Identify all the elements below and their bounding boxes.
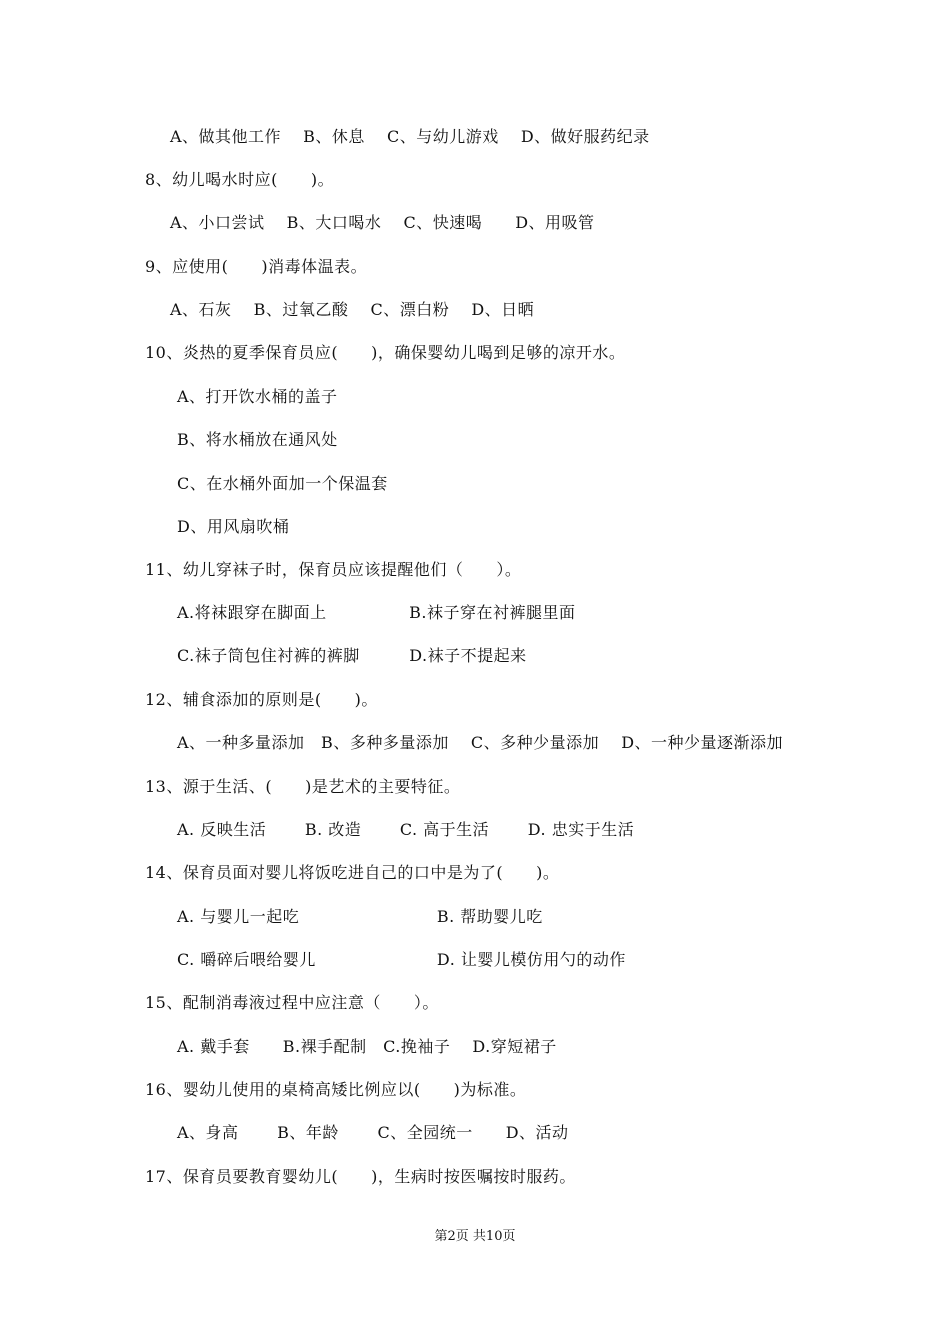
q10-option-b: B、将水桶放在通风处: [177, 430, 338, 449]
question-12: 12、辅食添加的原则是( )。: [145, 690, 378, 709]
q16-options: A、身高 B、年龄 C、全园统一 D、活动: [177, 1123, 569, 1142]
q8-options: A、小口尝试 B、大口喝水 C、快速喝 D、用吸管: [170, 213, 595, 232]
page-footer: 第2页 共10页: [434, 1229, 516, 1244]
q10-option-a: A、打开饮水桶的盖子: [177, 387, 338, 406]
question-9: 9、应使用( )消毒体温表。: [145, 257, 368, 276]
question-16: 16、婴幼儿使用的桌椅高矮比例应以( )为标准。: [145, 1080, 527, 1099]
question-8: 8、幼儿喝水时应( )。: [145, 170, 335, 189]
question-17: 17、保育员要教育婴幼儿( )，生病时按医嘱按时服药。: [145, 1167, 576, 1186]
q11-options-cd: C.袜子筒包住衬裤的裤脚 D.袜子不提起来: [177, 646, 527, 665]
q11-options-ab: A.将袜跟穿在脚面上 B.袜子穿在衬裤腿里面: [177, 603, 576, 622]
q10-option-c: C、在水桶外面加一个保温套: [177, 474, 388, 493]
question-13: 13、源于生活、( )是艺术的主要特征。: [145, 777, 461, 796]
q9-options: A、石灰 B、过氧乙酸 C、漂白粉 D、日晒: [170, 300, 535, 319]
q14-options-ab: A. 与婴儿一起吃 B. 帮助婴儿吃: [177, 907, 543, 926]
q13-options: A. 反映生活 B. 改造 C. 高于生活 D. 忠实于生活: [177, 820, 635, 839]
question-11: 11、幼儿穿袜子时，保育员应该提醒他们（ ）。: [145, 560, 522, 579]
q10-option-d: D、用风扇吹桶: [177, 517, 290, 536]
question-10: 10、炎热的夏季保育员应( )，确保婴幼儿喝到足够的凉开水。: [145, 343, 626, 362]
q15-options: A. 戴手套 B.裸手配制 C.挽袖子 D.穿短裙子: [177, 1037, 557, 1056]
q7-options: A、做其他工作 B、休息 C、与幼儿游戏 D、做好服药纪录: [170, 127, 650, 146]
question-14: 14、保育员面对婴儿将饭吃进自己的口中是为了( )。: [145, 863, 560, 882]
q12-options: A、一种多量添加 B、多种多量添加 C、多种少量添加 D、一种少量逐渐添加: [177, 733, 784, 752]
q14-options-cd: C. 嚼碎后喂给婴儿 D. 让婴儿模仿用勺的动作: [177, 950, 626, 969]
question-15: 15、配制消毒液过程中应注意（ ）。: [145, 993, 439, 1012]
